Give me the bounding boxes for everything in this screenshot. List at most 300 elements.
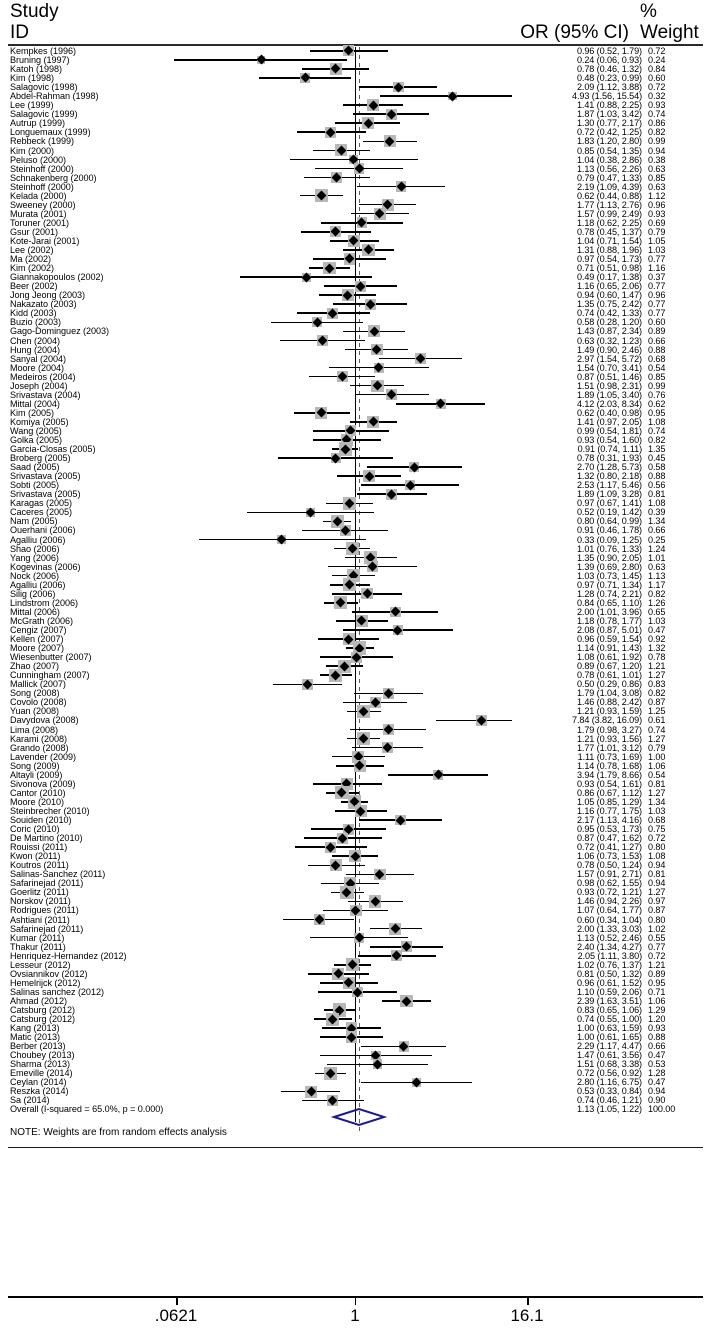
or-ci-value: 1.18 (0.62, 2.25) xyxy=(576,217,642,228)
or-ci-value: 1.79 (0.98, 3.27) xyxy=(576,724,642,735)
or-ci-value: 0.99 (0.54, 1.81) xyxy=(576,425,642,436)
weight-value: 1.03 xyxy=(648,615,666,626)
study-label: Cunningham (2007) xyxy=(10,670,90,681)
study-label: Kim (1998) xyxy=(10,73,54,84)
weight-value: 1.34 xyxy=(648,516,666,527)
weight-value: 0.60 xyxy=(648,317,666,328)
or-ci-value: 1.08 (0.61, 1.92) xyxy=(576,652,642,663)
weight-value: 1.17 xyxy=(648,579,666,590)
study-label: Kim (2002) xyxy=(10,263,54,274)
or-ci-value: 4.93 (1.56, 15.54) xyxy=(572,91,642,102)
study-label: Srivastava (2004) xyxy=(10,389,81,400)
study-label: Moore (2004) xyxy=(10,362,64,373)
weight-value: 0.71 xyxy=(648,986,666,997)
or-ci-value: 2.09 (1.12, 3.88) xyxy=(576,82,642,93)
study-label: Gsur (2001) xyxy=(10,226,58,237)
study-label: Abdel-Rahman (1998) xyxy=(10,91,99,102)
weight-value: 0.38 xyxy=(648,154,666,165)
or-ci-value: 0.74 (0.46, 1.21) xyxy=(576,1095,642,1106)
weight-value: 0.72 xyxy=(648,950,666,961)
or-ci-value: 2.00 (1.33, 3.03) xyxy=(576,923,642,934)
weight-value: 0.92 xyxy=(648,634,666,645)
or-ci-value: 1.21 (0.93, 1.59) xyxy=(576,706,642,717)
study-label: Kote-Jarai (2001) xyxy=(10,235,80,246)
or-ci-value: 1.31 (0.88, 1.96) xyxy=(576,245,642,256)
weight-value: 0.89 xyxy=(648,968,666,979)
bottom-divider xyxy=(8,1147,703,1149)
study-label: Joseph (2004) xyxy=(10,380,68,391)
study-label: Kidd (2003) xyxy=(10,308,57,319)
or-ci-value: 1.07 (0.64, 1.77) xyxy=(576,905,642,916)
study-label: Golka (2005) xyxy=(10,435,62,446)
or-ci-value: 0.72 (0.56, 0.92) xyxy=(576,1068,642,1079)
study-label: Berber (2013) xyxy=(10,1041,66,1052)
or-ci-value: 2.08 (0.87, 5.01) xyxy=(576,625,642,635)
study-label: De Martino (2010) xyxy=(10,833,83,844)
or-ci-value: 4.12 (2.03, 8.34) xyxy=(576,398,642,409)
or-ci-value: 0.81 (0.50, 1.32) xyxy=(576,968,642,979)
study-label: Salagovic (1999) xyxy=(10,109,78,120)
weight-value: 0.93 xyxy=(648,208,666,219)
study-label: Sobti (2005) xyxy=(10,480,59,491)
weight-value: 0.72 xyxy=(648,46,666,56)
or-ci-value: 1.41 (0.97, 2.05) xyxy=(576,416,642,427)
weight-value: 1.08 xyxy=(648,851,666,862)
study-label: Lee (1999) xyxy=(10,100,54,111)
study-label: Safarinejad (2011) xyxy=(10,878,84,889)
study-label: Wiesenbutter (2007) xyxy=(10,652,92,663)
weight-value: 0.54 xyxy=(648,362,666,373)
or-ci-value: 0.98 (0.62, 1.55) xyxy=(576,878,642,889)
study-label: Souiden (2010) xyxy=(10,814,72,825)
or-ci-value: 1.35 (0.75, 2.42) xyxy=(576,299,642,310)
study-label: Ovsiannikov (2012) xyxy=(10,968,88,979)
or-ci-value: 1.49 (0.90, 2.46) xyxy=(576,344,642,355)
x-axis-label-null: 1 xyxy=(350,1306,360,1325)
weight-value: 0.81 xyxy=(648,489,666,500)
study-label: Sa (2014) xyxy=(10,1095,50,1106)
study-label: Thakur (2011) xyxy=(10,941,66,952)
weight-value: 0.24 xyxy=(648,55,666,66)
or-ci-value: 2.00 (1.01, 3.96) xyxy=(576,606,642,617)
header-percent: % xyxy=(640,1,657,22)
or-ci-value: 0.78 (0.61, 1.01) xyxy=(576,670,642,681)
study-label: Kellen (2007) xyxy=(10,634,64,645)
weight-value: 0.25 xyxy=(648,534,666,545)
study-label: Karagas (2005) xyxy=(10,498,72,509)
overall-weight-value: 100.00 xyxy=(648,1104,676,1115)
or-ci-value: 1.06 (0.73, 1.53) xyxy=(576,851,642,862)
or-ci-value: 0.93 (0.72, 1.21) xyxy=(576,887,642,898)
or-ci-value: 1.77 (1.13, 2.76) xyxy=(576,199,642,210)
study-label: Catsburg (2012) xyxy=(10,1014,75,1025)
weight-value: 0.68 xyxy=(648,814,666,825)
study-label: Shao (2006) xyxy=(10,543,60,554)
weight-value: 1.27 xyxy=(648,787,666,798)
x-axis-tick-high xyxy=(527,1296,529,1305)
or-ci-value: 1.03 (0.73, 1.45) xyxy=(576,570,642,581)
or-ci-value: 1.02 (0.76, 1.37) xyxy=(576,959,642,970)
weight-value: 0.47 xyxy=(648,625,666,635)
header-id: ID xyxy=(10,22,29,43)
weight-value: 1.02 xyxy=(648,923,666,934)
study-label: Ashtiani (2011) xyxy=(10,914,70,925)
or-ci-value: 0.72 (0.42, 1.25) xyxy=(576,127,642,138)
study-label: Kempkes (1996) xyxy=(10,46,77,56)
study-label: Salinas sanchez (2012) xyxy=(10,986,104,997)
or-ci-value: 0.89 (0.67, 1.20) xyxy=(576,661,642,672)
weight-value: 0.66 xyxy=(648,335,666,346)
study-label: Giannakopoulos (2002) xyxy=(10,272,104,283)
or-ci-value: 0.97 (0.71, 1.34) xyxy=(576,579,642,590)
or-ci-value: 1.57 (0.91, 2.71) xyxy=(576,869,642,880)
weight-value: 0.93 xyxy=(648,1023,666,1034)
weight-value: 0.77 xyxy=(648,299,666,310)
or-ci-value: 2.97 (1.54, 5.72) xyxy=(576,353,642,364)
weight-value: 1.34 xyxy=(648,796,666,807)
weight-value: 0.85 xyxy=(648,172,666,183)
study-label: McGrath (2006) xyxy=(10,615,73,626)
weight-value: 0.94 xyxy=(648,1086,666,1097)
weight-value: 1.27 xyxy=(648,887,666,898)
weight-value: 0.82 xyxy=(648,588,666,599)
study-label: Kim (2000) xyxy=(10,145,54,156)
study-label: Kumar (2011) xyxy=(10,932,65,943)
study-label: Peluso (2000) xyxy=(10,154,66,165)
weight-value: 0.78 xyxy=(648,652,666,663)
or-ci-value: 0.24 (0.06, 0.93) xyxy=(576,55,642,66)
or-ci-value: 0.78 (0.45, 1.37) xyxy=(576,226,642,237)
study-label: Wang (2005) xyxy=(10,425,62,436)
or-ci-value: 1.77 (1.01, 3.12) xyxy=(576,742,642,753)
study-label: Hemelrijck (2012) xyxy=(10,977,81,988)
weight-value: 0.72 xyxy=(648,82,666,93)
study-label: Broberg (2005) xyxy=(10,453,71,464)
study-label: Garcia-Closas (2005) xyxy=(10,444,96,455)
weight-value: 0.81 xyxy=(648,778,666,789)
or-ci-value: 0.91 (0.46, 1.78) xyxy=(576,525,642,536)
weight-value: 1.29 xyxy=(648,1004,666,1015)
weight-value: 0.72 xyxy=(648,833,666,844)
or-ci-value: 0.91 (0.74, 1.11) xyxy=(577,444,642,455)
weight-value: 0.45 xyxy=(648,453,666,464)
or-ci-value: 1.13 (0.56, 2.26) xyxy=(576,163,642,174)
study-label: Lindstrom (2006) xyxy=(10,597,78,608)
or-ci-value: 1.51 (0.98, 2.31) xyxy=(576,380,642,391)
weight-value: 0.82 xyxy=(648,127,666,138)
weight-value: 0.94 xyxy=(648,145,666,156)
or-ci-value: 1.89 (1.09, 3.28) xyxy=(576,489,642,500)
or-ci-value: 1.41 (0.88, 2.25) xyxy=(576,100,642,111)
weight-value: 1.00 xyxy=(648,751,666,762)
study-label: Koutros (2011) xyxy=(10,860,69,871)
study-label: Covolo (2008) xyxy=(10,697,67,708)
weight-value: 1.06 xyxy=(648,760,666,771)
or-ci-value: 1.05 (0.85, 1.29) xyxy=(576,796,642,807)
or-ci-value: 0.97 (0.67, 1.41) xyxy=(576,498,642,509)
or-ci-value: 1.43 (0.87, 2.34) xyxy=(576,326,642,337)
weight-value: 0.37 xyxy=(648,272,666,283)
study-label: Kim (2005) xyxy=(10,407,54,418)
or-ci-value: 0.87 (0.51, 1.46) xyxy=(576,371,642,382)
study-rows xyxy=(0,47,711,1117)
or-ci-value: 1.13 (0.52, 2.46) xyxy=(576,932,642,943)
weight-value: 1.25 xyxy=(648,706,666,717)
study-label: Jong Jeong (2003) xyxy=(10,290,85,301)
or-ci-value: 0.96 (0.61, 1.52) xyxy=(576,977,642,988)
study-label: Kang (2013) xyxy=(10,1023,60,1034)
or-ci-value: 0.63 (0.32, 1.23) xyxy=(576,335,642,346)
study-label: Henriquez-Hernandez (2012) xyxy=(10,950,127,961)
weights-note: NOTE: Weights are from random effects analysis xyxy=(10,1126,227,1138)
study-label: Buzio (2003) xyxy=(10,317,61,328)
or-ci-value: 0.85 (0.54, 1.35) xyxy=(576,145,642,156)
header-or-ci: OR (95% CI) xyxy=(520,22,629,43)
study-label: Agalliu (2006) xyxy=(10,579,66,590)
weight-value: 0.79 xyxy=(648,742,666,753)
study-label: Nakazato (2003) xyxy=(10,299,77,310)
or-ci-value: 0.62 (0.40, 0.98) xyxy=(576,407,642,418)
weight-value: 1.01 xyxy=(648,552,666,563)
or-ci-value: 1.11 (0.73, 1.69) xyxy=(577,751,642,762)
or-ci-value: 0.78 (0.50, 1.24) xyxy=(576,860,642,871)
study-label: Song (2008) xyxy=(10,688,60,699)
study-label: Ahmad (2012) xyxy=(10,995,68,1006)
weight-value: 0.68 xyxy=(648,353,666,364)
x-axis-label-high: 16.1 xyxy=(510,1306,544,1325)
or-ci-value: 7.84 (3.82, 16.09) xyxy=(572,715,642,726)
weight-value: 0.61 xyxy=(648,715,666,726)
study-label: Lavender (2009) xyxy=(10,751,76,762)
overall-label: Overall (I-squared = 65.0%, p = 0.000) xyxy=(10,1104,164,1115)
study-label: Sharma (2013) xyxy=(10,1059,71,1070)
study-label: Coric (2010) xyxy=(10,824,60,835)
study-label: Steinhoff (2000) xyxy=(10,181,74,192)
weight-value: 0.58 xyxy=(648,462,666,473)
or-ci-value: 1.32 (0.80, 2.18) xyxy=(576,471,642,482)
weight-value: 0.47 xyxy=(648,1077,666,1088)
or-ci-value: 0.52 (0.19, 1.42) xyxy=(576,507,642,518)
or-ci-value: 1.83 (1.20, 2.80) xyxy=(576,136,642,147)
or-ci-value: 0.74 (0.42, 1.33) xyxy=(576,308,642,319)
weight-value: 1.08 xyxy=(648,416,666,427)
study-label: Lee (2002) xyxy=(10,245,54,256)
weight-value: 0.65 xyxy=(648,606,666,617)
weight-value: 0.77 xyxy=(648,281,666,292)
study-label: Toruner (2001) xyxy=(10,217,69,228)
study-label: Mallick (2007) xyxy=(10,679,66,690)
or-ci-value: 1.00 (0.63, 1.59) xyxy=(576,1023,642,1034)
or-ci-value: 2.17 (1.13, 4.16) xyxy=(576,814,642,825)
study-label: Srivastava (2005) xyxy=(10,471,81,482)
or-ci-value: 0.93 (0.54, 1.61) xyxy=(576,778,642,789)
weight-value: 0.82 xyxy=(648,435,666,446)
study-label: Rodrigues (2011) xyxy=(10,905,79,916)
or-ci-value: 0.84 (0.65, 1.10) xyxy=(576,597,642,608)
weight-value: 0.99 xyxy=(648,380,666,391)
or-ci-value: 3.94 (1.79, 8.66) xyxy=(576,769,642,780)
study-label: Salagovic (1998) xyxy=(10,82,78,93)
weight-value: 0.77 xyxy=(648,254,666,265)
or-ci-value: 1.89 (1.05, 3.40) xyxy=(576,389,642,400)
study-label: Medeiros (2004) xyxy=(10,371,76,382)
or-ci-value: 2.53 (1.17, 5.46) xyxy=(576,480,642,491)
or-ci-value: 0.96 (0.52, 1.79) xyxy=(576,46,642,56)
or-ci-value: 0.87 (0.47, 1.62) xyxy=(576,833,642,844)
study-label: Moore (2010) xyxy=(10,796,64,807)
or-ci-value: 1.35 (0.90, 2.05) xyxy=(576,552,642,563)
study-label: Chen (2004) xyxy=(10,335,61,346)
study-label: Altayli (2009) xyxy=(10,769,63,780)
study-label: Grando (2008) xyxy=(10,742,69,753)
weight-value: 0.63 xyxy=(648,181,666,192)
weight-value: 1.05 xyxy=(648,235,666,246)
weight-value: 1.35 xyxy=(648,444,666,455)
study-label: Mittal (2004) xyxy=(10,398,60,409)
weight-value: 0.60 xyxy=(648,73,666,84)
header-weight: Weight xyxy=(640,22,699,43)
study-label: Lima (2008) xyxy=(10,724,58,735)
or-ci-value: 0.79 (0.47, 1.33) xyxy=(576,172,642,183)
weight-value: 0.96 xyxy=(648,199,666,210)
weight-value: 1.20 xyxy=(648,1014,666,1025)
study-label: Gago-Dominguez (2003) xyxy=(10,326,110,337)
study-label: Sivonova (2009) xyxy=(10,778,76,789)
study-label: Kelada (2000) xyxy=(10,190,67,201)
overall-or-ci-value: 1.13 (1.05, 1.22) xyxy=(576,1104,642,1115)
or-ci-value: 1.28 (0.74, 2.21) xyxy=(576,588,642,599)
or-ci-value: 1.18 (0.78, 1.77) xyxy=(576,615,642,626)
weight-value: 0.74 xyxy=(648,109,666,120)
or-ci-value: 2.29 (1.17, 4.47) xyxy=(576,1041,642,1052)
study-label: Steinhoff (2000) xyxy=(10,163,74,174)
study-label: Kwon (2011) xyxy=(10,851,61,862)
or-ci-value: 0.74 (0.55, 1.00) xyxy=(576,1014,642,1025)
weight-value: 0.90 xyxy=(648,1095,666,1106)
weight-value: 0.95 xyxy=(648,977,666,988)
or-ci-value: 0.72 (0.41, 1.27) xyxy=(576,842,642,853)
weight-value: 0.94 xyxy=(648,878,666,889)
weight-value: 0.69 xyxy=(648,217,666,228)
weight-value: 0.74 xyxy=(648,425,666,436)
study-label: Choubey (2013) xyxy=(10,1050,75,1061)
or-ci-value: 0.49 (0.17, 1.38) xyxy=(576,272,642,283)
weight-value: 0.53 xyxy=(648,1059,666,1070)
study-label: Silig (2006) xyxy=(10,588,56,599)
weight-value: 1.27 xyxy=(648,670,666,681)
study-label: Saad (2005) xyxy=(10,462,60,473)
weight-value: 0.80 xyxy=(648,842,666,853)
weight-value: 0.66 xyxy=(648,525,666,536)
study-label: Nam (2005) xyxy=(10,516,58,527)
study-label: Beer (2002) xyxy=(10,281,58,292)
or-ci-value: 2.40 (1.34, 4.27) xyxy=(576,941,642,952)
or-ci-value: 1.01 (0.76, 1.33) xyxy=(576,543,642,554)
weight-value: 0.84 xyxy=(648,64,666,75)
weight-value: 0.93 xyxy=(648,100,666,111)
study-label: Yuan (2008) xyxy=(10,706,59,717)
weight-value: 0.77 xyxy=(648,308,666,319)
or-ci-value: 1.04 (0.71, 1.54) xyxy=(576,235,642,246)
or-ci-value: 1.10 (0.59, 2.06) xyxy=(576,986,642,997)
weight-value: 0.66 xyxy=(648,1041,666,1052)
or-ci-value: 1.57 (0.99, 2.49) xyxy=(576,208,642,219)
weight-value: 0.85 xyxy=(648,371,666,382)
weight-value: 1.28 xyxy=(648,1068,666,1079)
weight-value: 0.75 xyxy=(648,824,666,835)
weight-value: 0.99 xyxy=(648,136,666,147)
or-ci-value: 1.54 (0.70, 3.41) xyxy=(576,362,642,373)
weight-value: 0.87 xyxy=(648,905,666,916)
or-ci-value: 0.80 (0.64, 0.99) xyxy=(576,516,642,527)
study-label: Karami (2008) xyxy=(10,733,67,744)
study-label: Katoh (1998) xyxy=(10,64,62,75)
weight-value: 0.56 xyxy=(648,480,666,491)
or-ci-value: 0.60 (0.34, 1.04) xyxy=(576,914,642,925)
weight-value: 1.27 xyxy=(648,733,666,744)
study-label: Moore (2007) xyxy=(10,643,64,654)
study-label: Song (2009) xyxy=(10,760,60,771)
study-label: Lesseur (2012) xyxy=(10,959,71,970)
weight-value: 1.13 xyxy=(648,570,666,581)
study-label: Rouissi (2011) xyxy=(10,842,68,853)
or-ci-value: 1.39 (0.69, 2.80) xyxy=(576,561,642,572)
or-ci-value: 1.21 (0.93, 1.56) xyxy=(576,733,642,744)
study-label: Davydova (2008) xyxy=(10,715,79,726)
table-header xyxy=(0,0,711,45)
study-label: Steinbrecher (2010) xyxy=(10,805,90,816)
weight-value: 0.95 xyxy=(648,407,666,418)
study-label: Ma (2002) xyxy=(10,254,51,265)
weight-value: 0.80 xyxy=(648,914,666,925)
header-study: Study xyxy=(10,1,59,22)
study-label: Goerlitz (2011) xyxy=(10,887,69,898)
study-label: Yang (2006) xyxy=(10,552,59,563)
weight-value: 1.16 xyxy=(648,263,666,274)
study-label: Nock (2006) xyxy=(10,570,59,581)
weight-value: 1.08 xyxy=(648,498,666,509)
weight-value: 0.54 xyxy=(648,769,666,780)
study-label: Bruning (1997) xyxy=(10,55,70,66)
weight-value: 0.39 xyxy=(648,507,666,518)
weight-value: 1.03 xyxy=(648,805,666,816)
weight-value: 0.83 xyxy=(648,679,666,690)
study-label: Schnakenberg (2000) xyxy=(10,172,97,183)
or-ci-value: 2.70 (1.28, 5.73) xyxy=(576,462,642,473)
weight-value: 1.12 xyxy=(648,190,666,201)
or-ci-value: 0.95 (0.53, 1.73) xyxy=(576,824,642,835)
study-label: Norskov (2011) xyxy=(10,896,71,907)
or-ci-value: 0.97 (0.54, 1.73) xyxy=(576,254,642,265)
weight-value: 1.21 xyxy=(648,661,666,672)
or-ci-value: 0.50 (0.29, 0.86) xyxy=(576,679,642,690)
study-label: Reszka (2014) xyxy=(10,1086,69,1097)
study-label: Cantor (2010) xyxy=(10,787,66,798)
weight-value: 1.03 xyxy=(648,245,666,256)
or-ci-value: 1.00 (0.61, 1.65) xyxy=(576,1032,642,1043)
weight-value: 0.32 xyxy=(648,91,666,102)
weight-value: 1.06 xyxy=(648,995,666,1006)
or-ci-value: 1.87 (1.03, 3.42) xyxy=(576,109,642,120)
or-ci-value: 1.04 (0.38, 2.86) xyxy=(576,154,642,165)
overall-diamond xyxy=(330,1107,388,1127)
study-label: Safarinejad (2011) xyxy=(10,923,84,934)
or-ci-value: 0.78 (0.31, 1.93) xyxy=(576,453,642,464)
weight-value: 0.47 xyxy=(648,1050,666,1061)
or-ci-value: 0.93 (0.54, 1.60) xyxy=(576,435,642,446)
weight-value: 0.63 xyxy=(648,163,666,174)
or-ci-value: 2.39 (1.63, 3.51) xyxy=(576,995,642,1006)
